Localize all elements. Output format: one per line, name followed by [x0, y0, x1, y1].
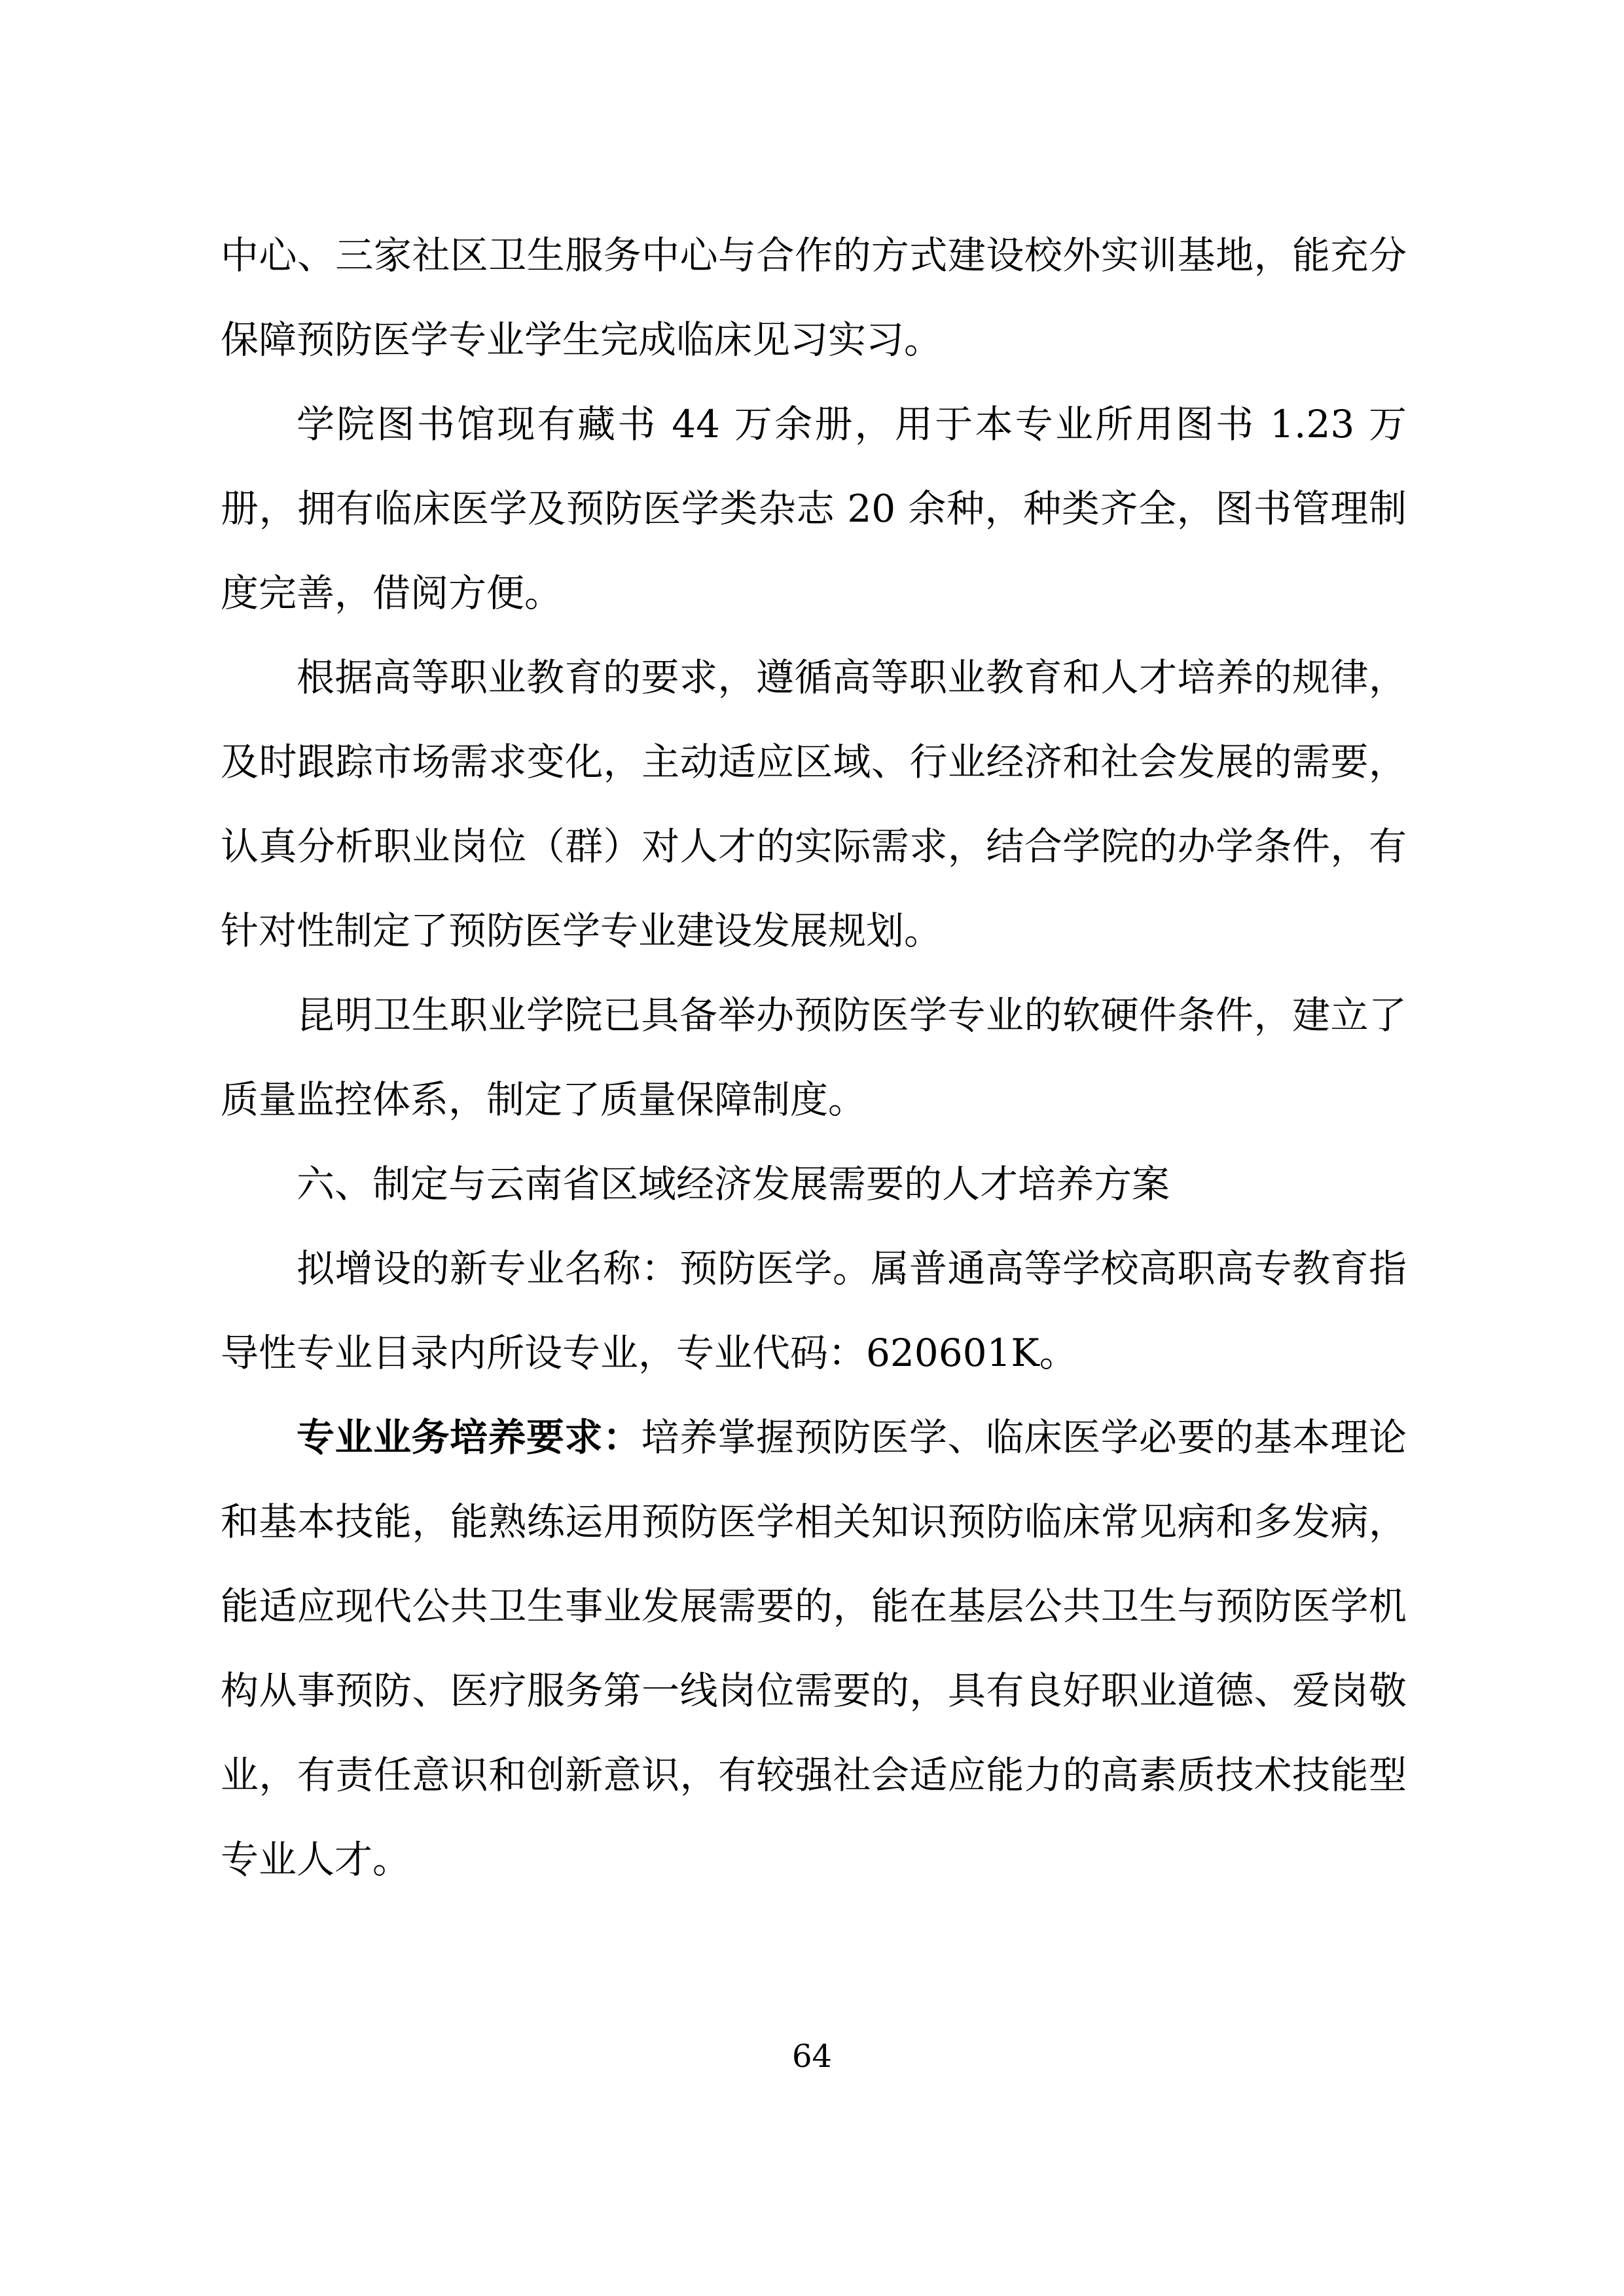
paragraph-development-plan: 根据高等职业教育的要求，遵循高等职业教育和人才培养的规律，及时跟踪市场需求变化，主动适应区域、行业经济和社会发展的需要，认真分析职业岗位（群）对人才的实际需求，结合学院的办学条件，有针对性制定了预防医学专业建设发展规划。 [221, 655, 1407, 953]
section-heading: 六、制定与云南省区域经济发展需要的人才培养方案 [297, 1162, 1170, 1206]
paragraph-continuation: 中心、三家社区卫生服务中心与合作的方式建设校外实训基地，能充分保障预防医学专业学生完成临床见习实习。 [221, 233, 1407, 362]
paragraph-library-resources: 学院图书馆现有藏书 44 万余册，用于本专业所用图书 1.23 万册，拥有临床医学及预防医学类杂志 20 余种，种类齐全，图书管理制度完善，借阅方便。 [221, 402, 1407, 615]
paragraph-lead-text: 培养掌握预防医学、临床医学必要的基本理论和基本技能，能熟练运用预防医学相关知识预防临床常见病和多发病，能适应现代公共卫生事业发展需要的，能在基层公共卫生与预防医学机构从事预防、医疗服务第一线岗位需要的，具有良好职业道德、爱岗敬业，有责任意识和创新意识，有较强社会适应能力的高素质技术技能型专业人才。 [221, 1415, 1407, 1882]
document-body [221, 213, 1407, 1902]
paragraph-new-major-name: 拟增设的新专业名称：预防医学。属普通高等学校高职高专教育指导性专业目录内所设专业，专业代码：620601K。 [221, 1246, 1407, 1375]
page-number: 64 [791, 2038, 833, 2075]
paragraph-training-requirements [221, 1395, 1407, 1902]
paragraph-quality-system: 昆明卫生职业学院已具备举办预防医学专业的软硬件条件，建立了质量监控体系，制定了质量保障制度。 [221, 993, 1407, 1122]
paragraph-lead-label: 专业业务培养要求： [297, 1415, 641, 1460]
